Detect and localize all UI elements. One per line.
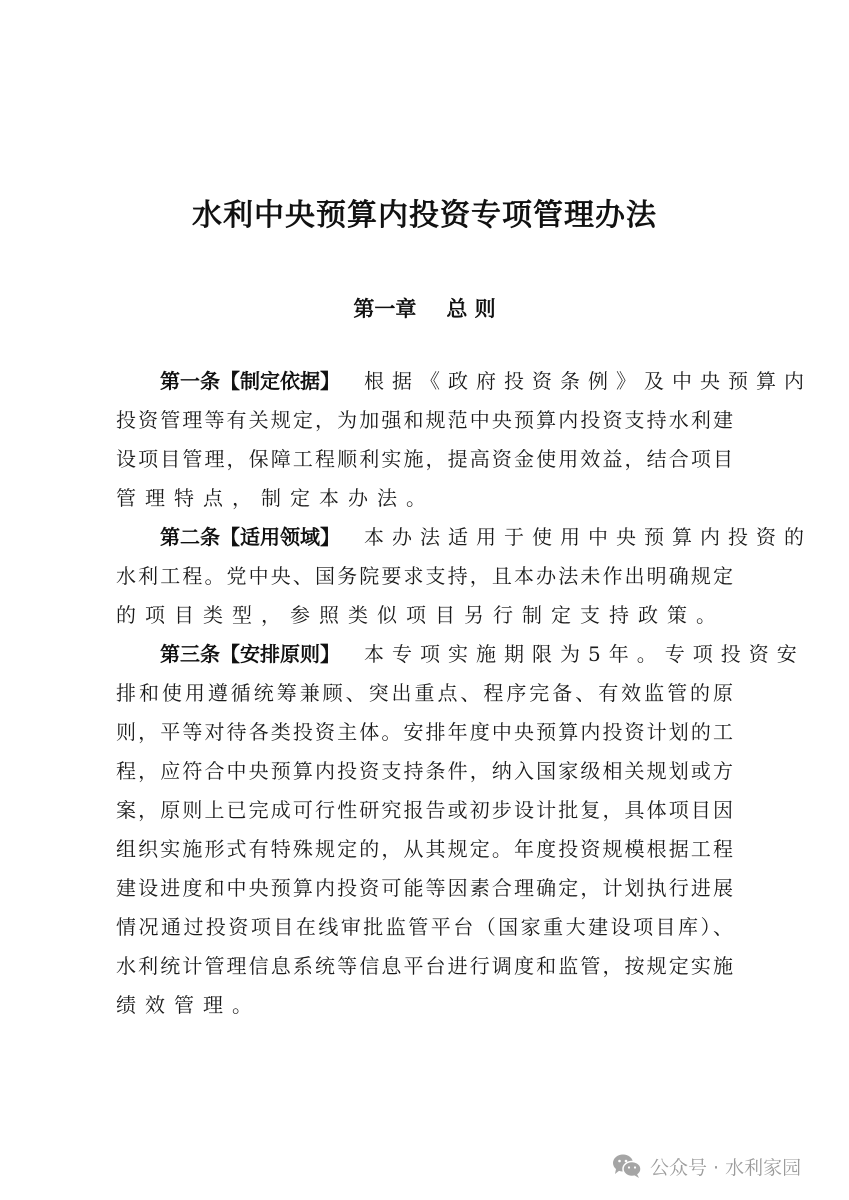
article-text: 则，平等对待各类投资主体。安排年度中央预算内投资计划的工 (116, 720, 733, 744)
article-first-line (116, 635, 805, 674)
article-text: 投资管理等有关规定，为加强和规范中央预算内投资支持水利建 (116, 408, 733, 432)
article-line (116, 401, 733, 440)
article-text: 案，原则上已完成可行性研究报告或初步设计批复，具体项目因 (116, 798, 733, 822)
article-line (116, 869, 733, 908)
article-line (116, 986, 733, 1025)
article-text: 的项目类型，参照类似项目另行制定支持政策。 (116, 603, 725, 627)
article-paragraph (116, 518, 812, 635)
article-text: 管理特点，制定本办法。 (116, 486, 435, 510)
article-line (116, 947, 733, 986)
article-first-line (116, 362, 812, 401)
watermark (612, 1151, 801, 1181)
article-line (116, 908, 733, 947)
article-text: 组织实施形式有特殊规定的，从其规定。年度投资规模根据工程 (116, 837, 733, 861)
article-paragraph (116, 362, 812, 518)
article-line (116, 557, 733, 596)
document-title: 水利中央预算内投资专项管理办法 (192, 198, 657, 233)
article-text: 本专项实施期限为5年。专项投资安 (364, 642, 805, 666)
article-text: 建设进度和中央预算内投资可能等因素合理确定，计划执行进展 (116, 876, 733, 900)
chapter-heading (0, 293, 849, 323)
watermark-text: 公众号 · 水利家园 (650, 1156, 802, 1179)
article-line (116, 791, 733, 830)
article-line (116, 479, 733, 518)
article-text: 绩效管理。 (116, 993, 261, 1017)
article-heading: 第二条【适用领域】 (160, 525, 340, 549)
article-heading: 第三条【安排原则】 (160, 642, 340, 666)
article-line (116, 752, 733, 791)
article-line (116, 674, 733, 713)
article-paragraph (116, 635, 805, 1025)
article-text: 排和使用遵循统筹兼顾、突出重点、程序完备、有效监管的原 (116, 681, 733, 705)
wechat-icon (612, 1153, 642, 1179)
article-first-line (116, 518, 812, 557)
article-line (116, 830, 733, 869)
article-text: 情况通过投资项目在线审批监管平台（国家重大建设项目库）、 (116, 915, 733, 939)
article-heading: 第一条【制定依据】 (160, 369, 340, 393)
article-text: 水利工程。党中央、国务院要求支持，且本办法未作出明确规定 (116, 564, 733, 588)
article-text: 本办法适用于使用中央预算内投资的 (364, 525, 812, 549)
chapter-name: 总 则 (446, 296, 496, 321)
article-text: 程，应符合中央预算内投资支持条件，纳入国家级相关规划或方 (116, 759, 733, 783)
chapter-number: 第一章 (353, 296, 417, 321)
article-line (116, 596, 733, 635)
article-line (116, 440, 733, 479)
document-body (116, 362, 812, 1025)
article-text: 根据《政府投资条例》及中央预算内 (364, 369, 812, 393)
article-text: 设项目管理，保障工程顺利实施，提高资金使用效益，结合项目 (116, 447, 733, 471)
article-line (116, 713, 733, 752)
article-text: 水利统计管理信息系统等信息平台进行调度和监管，按规定实施 (116, 954, 733, 978)
